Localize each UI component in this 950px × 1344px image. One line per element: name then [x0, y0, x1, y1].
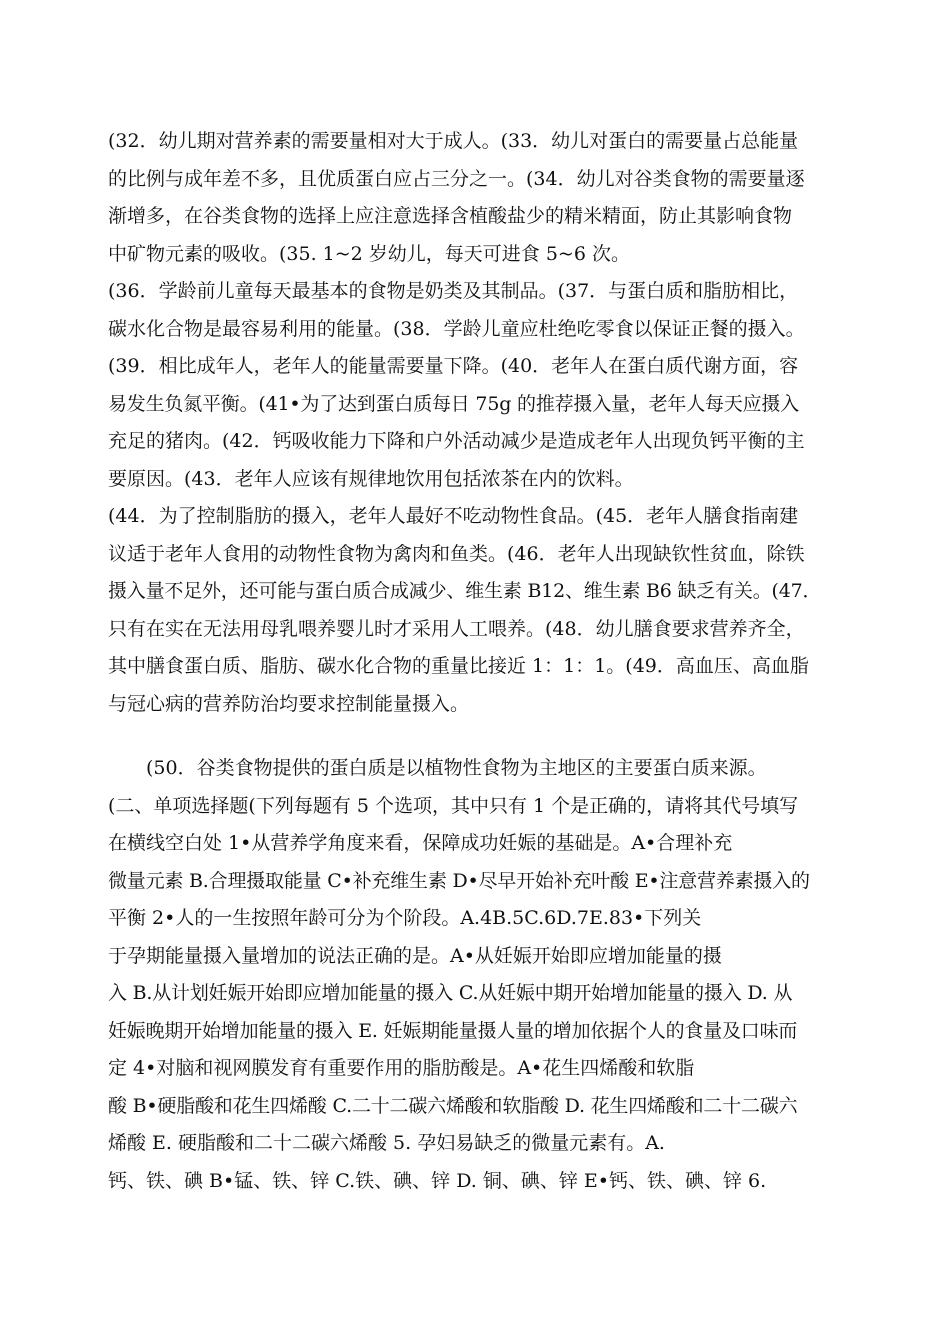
- text-line: 钙、铁、碘 B•锰、铁、锌 C.铁、碘、锌 D. 铜、碘、锌 E•钙、铁、碘、锌 6.: [108, 1169, 767, 1192]
- multiple-choice-block: [108, 750, 848, 1200]
- text-line: 要原因。(43．老年人应该有规律地饮用包括浓茶在内的饮料。: [108, 467, 634, 490]
- indented-paragraph: (50．谷类食物提供的蛋白质是以植物性食物为主地区的主要蛋白质来源。: [146, 757, 767, 779]
- text-line: 在横线空白处 1•从营养学角度来看，保障成功妊娠的基础是。A•合理补充: [108, 832, 733, 854]
- text-line: 议适于老年人食用的动物性食物为禽肉和鱼类。(46．老年人出现缺钦性贫血，除铁: [108, 542, 805, 565]
- text-line: 摄入量不足外，还可能与蛋白质合成减少、维生素 B12、维生素 B6 缺乏有关。(47．: [108, 580, 822, 602]
- section-heading-line: (二、单项选择题(下列每题有 5 个选项，其中只有 1 个是正确的，请将其代号填写: [108, 794, 799, 817]
- text-line: 其中膳食蛋白质、脂肪、碳水化合物的重量比接近 1：1：1。(49．高血压、高血脂: [108, 655, 809, 677]
- text-line: 只有在实在无法用母乳喂养婴儿时才采用人工喂养。(48．幼儿膳食要求营养齐全，: [108, 617, 805, 640]
- text-line: (36．学龄前儿童每天最基本的食物是奶类及其制品。(37．与蛋白质和脂肪相比，: [108, 280, 799, 302]
- text-line: (32．幼儿期对营养素的需要量相对大于成人。(33．幼儿对蛋白的需要量占总能量: [108, 130, 799, 152]
- text-line: (44．为了控制脂肪的摄入，老年人最好不吃动物性食品。(45．老年人膳食指南建: [108, 505, 799, 527]
- text-line: 中矿物元素的吸收。(35. 1~2 岁幼儿，每天可进食 5~6 次。: [108, 242, 630, 265]
- text-line: 的比例与成年差不多，且优质蛋白应占三分之一。(34．幼儿对谷类食物的需要量逐: [108, 167, 805, 190]
- text-line: 碳水化合物是最容易利用的能量。(38．学龄儿童应杜绝吃零食以保证正餐的摄入。: [108, 317, 805, 340]
- text-line: 烯酸 E. 硬脂酸和二十二碳六烯酸 5. 孕妇易缺乏的微量元素有。A.: [108, 1132, 665, 1154]
- text-line: 于孕期能量摄入量增加的说法正确的是。A•从妊娠开始即应增加能量的摄: [108, 944, 722, 967]
- text-line: 酸 B•硬脂酸和花生四烯酸 C.二十二碳六烯酸和软脂酸 D. 花生四烯酸和二十二碳六: [108, 1094, 798, 1117]
- true-false-questions-block: [108, 123, 848, 723]
- text-line: 平衡 2•人的一生按照年龄可分为个阶段。A.4B.5C.6D.7E.83•下列关: [108, 907, 702, 929]
- text-line: 易发生负氮平衡。(41•为了达到蛋白质每日 75g 的推荐摄入量，老年人每天应摄入: [108, 392, 800, 415]
- text-line: (39．相比成年人，老年人的能量需要量下降。(40．老年人在蛋白质代谢方面，容: [108, 355, 799, 377]
- text-line: 微量元素 B.合理摄取能量 C•补充维生素 D•尽早开始补充叶酸 E•注意营养素摄入的: [108, 869, 810, 892]
- text-line: 渐增多，在谷类食物的选择上应注意选择含植酸盐少的精米精面，防止其影响食物: [108, 205, 793, 227]
- text-line: 入 B.从计划妊娠开始即应增加能量的摄入 C.从妊娠中期开始增加能量的摄入 D. 从: [108, 982, 793, 1004]
- text-line: 妊娠晚期开始增加能量的摄入 E. 妊娠期能量摄人量的增加依据个人的食量及口味而: [108, 1019, 798, 1042]
- text-line: 充足的猪肉。(42．钙吸收能力下降和户外活动减少是造成老年人出现负钙平衡的主: [108, 430, 805, 452]
- text-line: 定 4•对脑和视网膜发育有重要作用的脂肪酸是。A•花生四烯酸和软脂: [108, 1057, 695, 1079]
- text-line: 与冠心病的营养防治均要求控制能量摄入。: [108, 692, 470, 715]
